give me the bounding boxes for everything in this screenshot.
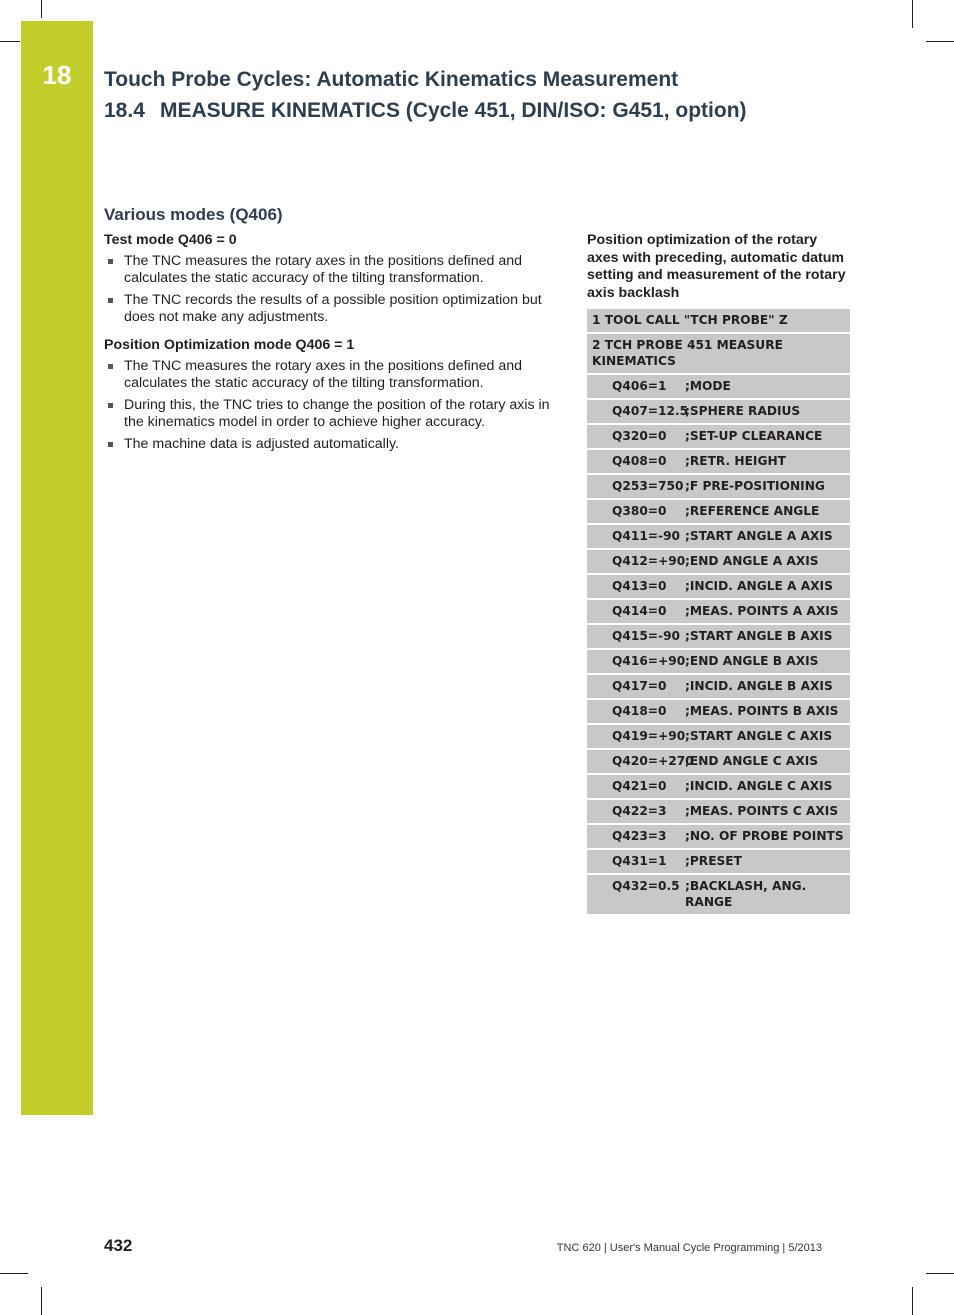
- code-line: 2 TCH PROBE 451 MEASURE KINEMATICS: [587, 334, 850, 375]
- section-number: 18.4: [104, 99, 145, 122]
- footer-text: TNC 620 | User's Manual Cycle Programming | 5/2013: [556, 1242, 822, 1254]
- code-param-row: Q421=0 ;INCID. ANGLE C AXIS: [587, 775, 850, 800]
- crop-mark: [926, 41, 954, 42]
- code-param-row: Q380=0 ;REFERENCE ANGLE: [587, 500, 850, 525]
- code-param-row: Q431=1 ;PRESET: [587, 850, 850, 875]
- code-param-row: Q320=0 ;SET-UP CLEARANCE: [587, 425, 850, 450]
- list-item: The TNC measures the rotary axes in the positions defined and calculates the static accuracy of the tilting transformation.: [104, 253, 556, 288]
- crop-mark: [41, 1287, 42, 1315]
- bullet-square-icon: [108, 298, 113, 303]
- body-text-column: [104, 232, 556, 464]
- code-param-row: Q408=0 ;RETR. HEIGHT: [587, 450, 850, 475]
- list-item: The TNC records the results of a possible position optimization but does not make any adjustments.: [104, 292, 556, 327]
- nc-code-block: [587, 309, 850, 916]
- crop-mark: [0, 41, 20, 42]
- bullet-square-icon: [108, 259, 113, 264]
- crop-mark: [41, 0, 42, 18]
- example-column: [587, 232, 850, 916]
- page-number: 432: [104, 1236, 133, 1255]
- list-item: The TNC measures the rotary axes in the positions defined and calculates the static accuracy of the tilting transformation.: [104, 358, 556, 393]
- position-mode-list: [104, 358, 556, 454]
- list-item: The machine data is adjusted automatically.: [104, 436, 556, 454]
- code-param-row: Q411=-90 ;START ANGLE A AXIS: [587, 525, 850, 550]
- code-param-row: Q413=0 ;INCID. ANGLE A AXIS: [587, 575, 850, 600]
- chapter-number: 18: [42, 60, 72, 90]
- code-param-row: Q406=1 ;MODE: [587, 375, 850, 400]
- code-param-row: Q419=+90 ;START ANGLE C AXIS: [587, 725, 850, 750]
- code-param-row: Q420=+270 ;END ANGLE C AXIS: [587, 750, 850, 775]
- code-param-row: Q415=-90 ;START ANGLE B AXIS: [587, 625, 850, 650]
- position-mode-title: Position Optimization mode Q406 = 1: [104, 336, 355, 353]
- section-title-text: MEASURE KINEMATICS (Cycle 451, DIN/ISO: G451, option): [160, 99, 747, 122]
- crop-mark: [912, 1287, 913, 1315]
- code-param-row: Q407=12.5 ;SPHERE RADIUS: [587, 400, 850, 425]
- code-line: 1 TOOL CALL "TCH PROBE" Z: [587, 309, 850, 334]
- bullet-square-icon: [108, 403, 113, 408]
- test-mode-list: [104, 253, 556, 327]
- test-mode-title: Test mode Q406 = 0: [104, 232, 237, 248]
- code-param-row: Q418=0 ;MEAS. POINTS B AXIS: [587, 700, 850, 725]
- crop-mark: [0, 1273, 28, 1274]
- page-heading: Various modes (Q406): [104, 205, 283, 224]
- code-param-row: Q417=0 ;INCID. ANGLE B AXIS: [587, 675, 850, 700]
- code-param-row: Q414=0 ;MEAS. POINTS A AXIS: [587, 600, 850, 625]
- code-param-row: Q432=0.5 ;BACKLASH, ANG. RANGE: [587, 875, 850, 916]
- code-param-row: Q423=3 ;NO. OF PROBE POINTS: [587, 825, 850, 850]
- code-param-row: Q253=750 ;F PRE-POSITIONING: [587, 475, 850, 500]
- example-title: Position optimization of the rotary axes with preceding, automatic datum setting and measurement of the rotary axis backlash: [587, 232, 846, 301]
- section-title: [104, 99, 747, 123]
- chapter-title: Touch Probe Cycles: Automatic Kinematics Measurement: [104, 68, 679, 91]
- code-param-row: Q416=+90 ;END ANGLE B AXIS: [587, 650, 850, 675]
- chapter-side-bar: [21, 21, 93, 1115]
- crop-mark: [926, 1273, 954, 1274]
- crop-mark: [912, 0, 913, 28]
- code-param-row: Q422=3 ;MEAS. POINTS C AXIS: [587, 800, 850, 825]
- list-item: During this, the TNC tries to change the position of the rotary axis in the kinematics model in order to achieve higher accuracy.: [104, 397, 556, 432]
- bullet-square-icon: [108, 442, 113, 447]
- bullet-square-icon: [108, 364, 113, 369]
- code-param-row: Q412=+90 ;END ANGLE A AXIS: [587, 550, 850, 575]
